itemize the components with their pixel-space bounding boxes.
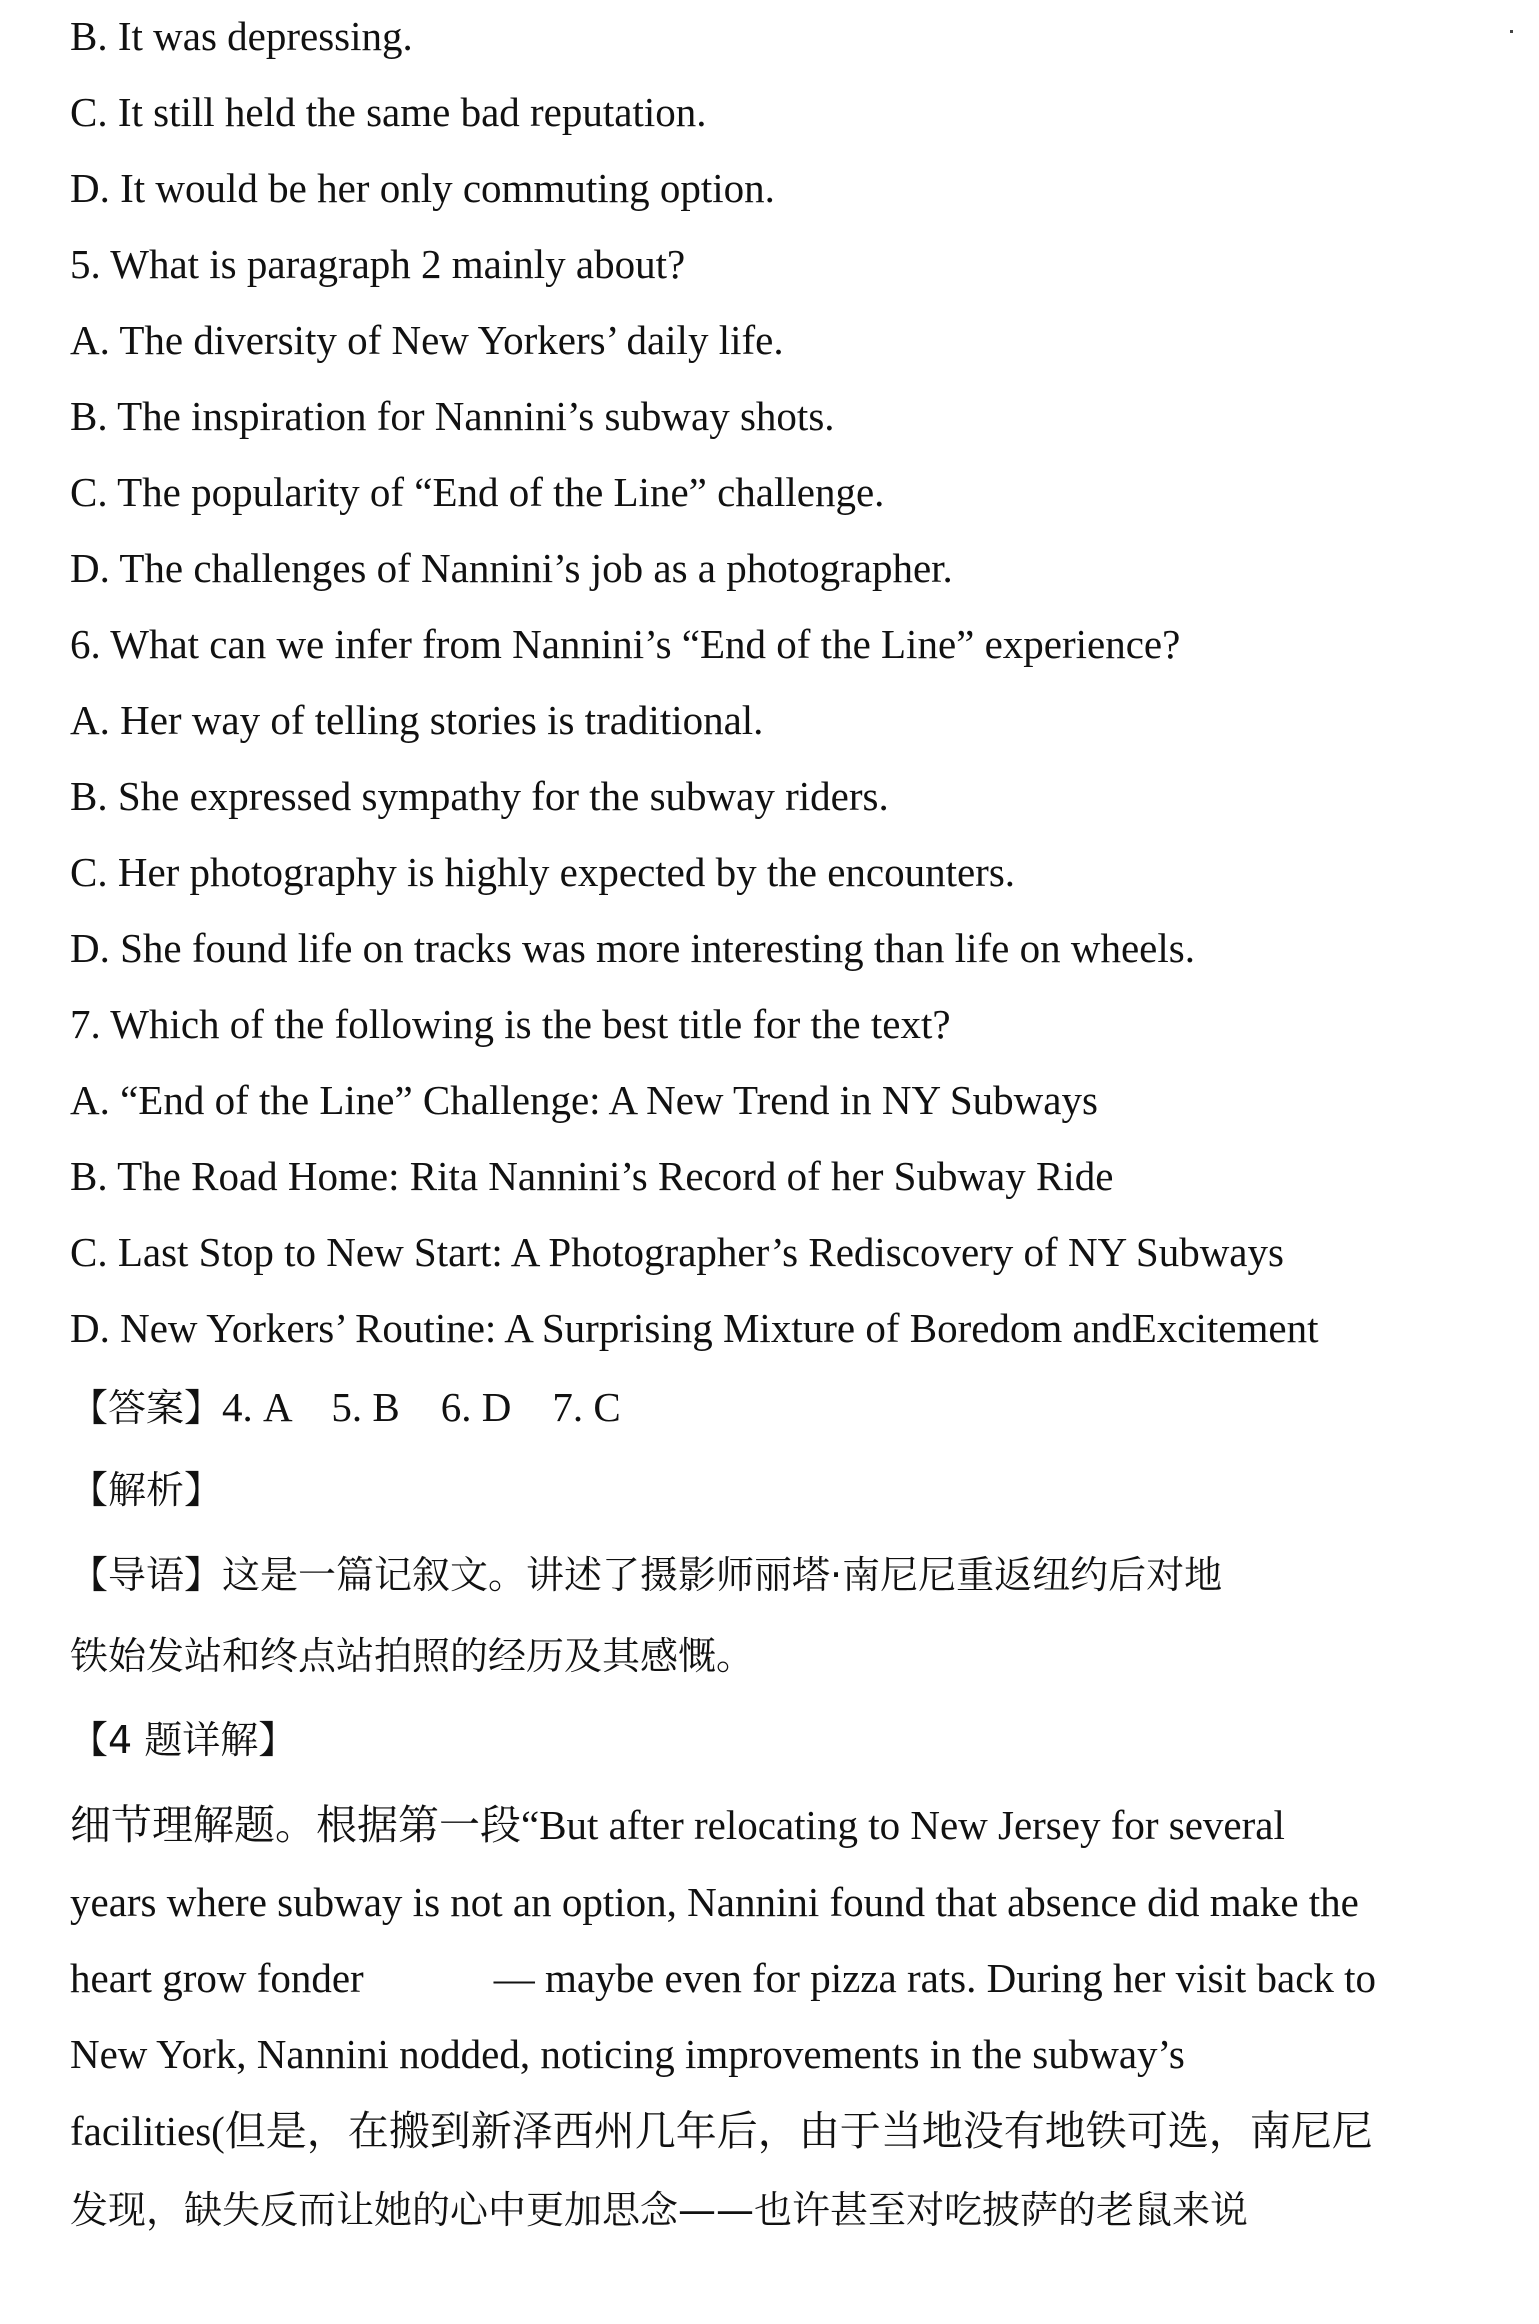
q6-option-d: D. She found life on tracks was more interesting than life on wheels.: [70, 925, 1195, 971]
detail4-line-6: 发现，缺失反而让她的心中更加思念——也许甚至对吃披萨的老鼠来说: [70, 2188, 1249, 2232]
q5-stem: 5. What is paragraph 2 mainly about?: [70, 241, 686, 287]
q6-option-c: C. Her photography is highly expected by the encounters.: [70, 849, 1016, 895]
intro-line-2: 铁始发站和终点站拍照的经历及其感慨。: [70, 1634, 755, 1678]
detail4-line-3b: — maybe even for pizza rats. During her visit back to: [493, 1955, 1377, 2001]
q7-option-a: A. “End of the Line” Challenge: A New Trend in NY Subways: [70, 1077, 1098, 1123]
detail4-line-5: facilities(但是，在搬到新泽西州几年后，由于当地没有地铁可选，南尼尼: [70, 2108, 1373, 2154]
scan-dot: [1510, 30, 1513, 33]
q6-option-b: B. She expressed sympathy for the subway riders.: [70, 773, 889, 819]
intro-text-1: 这是一篇记叙文。讲述了摄影师丽塔·南尼尼重返纽约后对地: [222, 1553, 1223, 1597]
q6-stem: 6. What can we infer from Nannini’s “End of the Line” experience?: [70, 621, 1181, 667]
detail4-line-4: New York, Nannini nodded, noticing improvements in the subway’s: [70, 2031, 1185, 2077]
analysis-label: 【解析】: [70, 1468, 223, 1512]
answer-values: 4. A 5. B 6. D 7. C: [222, 1384, 621, 1430]
q5-option-b: B. The inspiration for Nannini’s subway shots.: [70, 393, 835, 439]
intro-line-1: [70, 1550, 1222, 1599]
q5-option-a: A. The diversity of New Yorkers’ daily life.: [70, 317, 784, 363]
answer-line: [70, 1383, 621, 1432]
q4-option-d: D. It would be her only commuting option.: [70, 165, 775, 211]
q7-stem: 7. Which of the following is the best title for the text?: [70, 1001, 951, 1047]
intro-label: 【导语】: [70, 1553, 223, 1597]
q6-option-a: A. Her way of telling stories is traditional.: [70, 697, 764, 743]
q4-option-c: C. It still held the same bad reputation.: [70, 89, 707, 135]
detail4-line-2: years where subway is not an option, Nannini found that absence did make the: [70, 1879, 1359, 1925]
detail4-label: 【4 题详解】: [70, 1718, 297, 1762]
q7-option-b: B. The Road Home: Rita Nannini’s Record of her Subway Ride: [70, 1153, 1114, 1199]
detail4-line-3: [70, 1954, 1376, 2002]
detail4-line-3a: heart grow fonder: [70, 1955, 364, 2001]
q7-option-d: D. New Yorkers’ Routine: A Surprising Mixture of Boredom andExcitement: [70, 1305, 1319, 1351]
q4-option-b: B. It was depressing.: [70, 13, 413, 59]
answer-label: 【答案】: [70, 1386, 223, 1430]
q5-option-d: D. The challenges of Nannini’s job as a photographer.: [70, 545, 953, 591]
q7-option-c: C. Last Stop to New Start: A Photographer’s Rediscovery of NY Subways: [70, 1229, 1284, 1275]
q5-option-c: C. The popularity of “End of the Line” challenge.: [70, 469, 885, 515]
detail4-line-1: 细节理解题。根据第一段“But after relocating to New Jersey for several: [70, 1802, 1285, 1848]
